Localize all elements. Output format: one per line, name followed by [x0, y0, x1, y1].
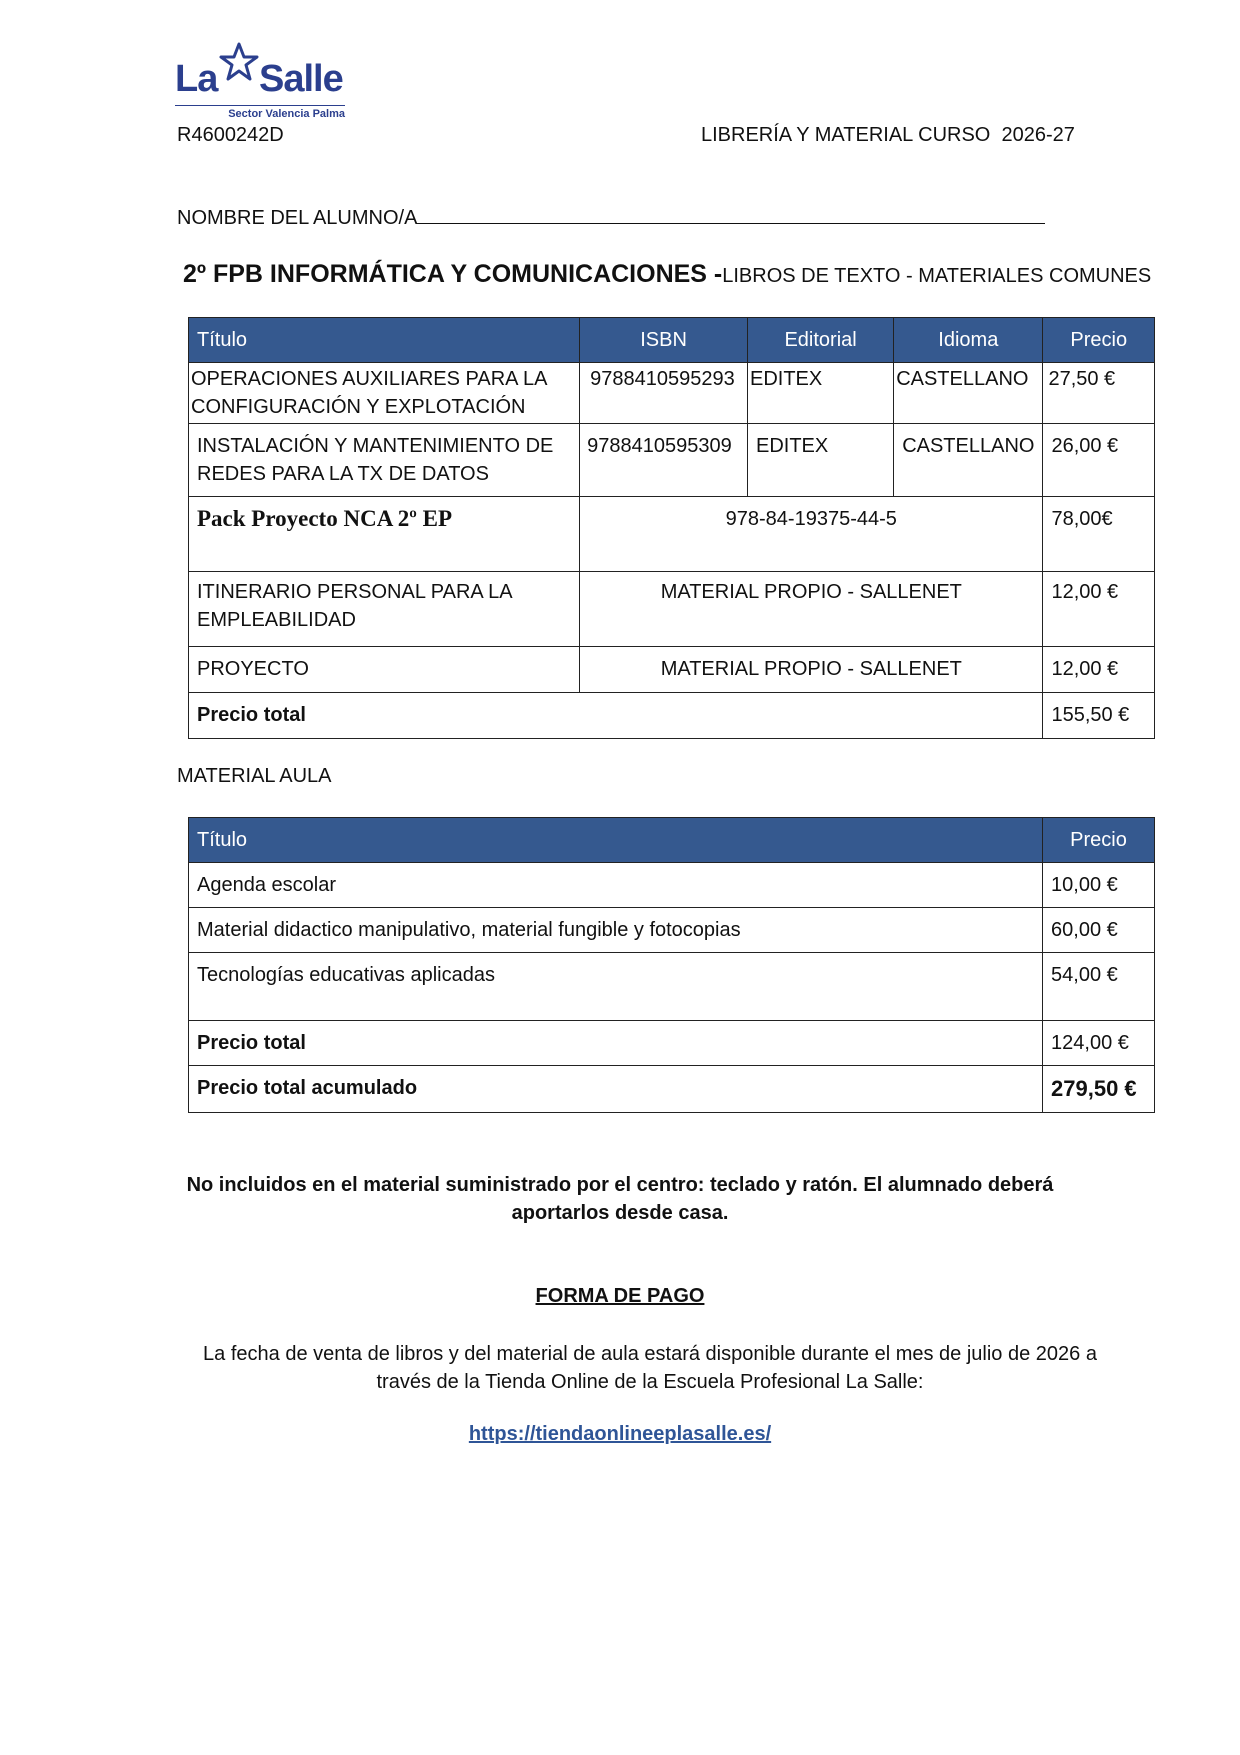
table-row — [189, 363, 1155, 424]
logo-text-salle: Salle — [259, 58, 343, 100]
payment-text: La fecha de venta de libros y del material de aula estará disponible durante el mes de julio de 2026 a través de la Tienda Online de la Escuela Profesional La Salle: — [203, 1343, 1097, 1393]
student-name-field — [177, 205, 1045, 230]
document-code: R4600242D — [177, 124, 284, 146]
table-row — [189, 424, 1155, 497]
store-link[interactable]: https://tiendaonlineeplasalle.es/ — [468, 1423, 772, 1445]
book-source: MATERIAL PROPIO - SALLENET — [580, 647, 1043, 693]
aula-item-price: 54,00 € — [1043, 953, 1155, 1021]
cumulative-total-price: 279,50 € — [1043, 1066, 1155, 1113]
aula-header-row — [189, 818, 1155, 863]
book-price: 26,00 € — [1043, 424, 1155, 497]
table-row — [189, 863, 1155, 908]
store-link-wrapper — [0, 1423, 1240, 1446]
header-isbn: ISBN — [580, 318, 748, 363]
book-title: PROYECTO — [189, 647, 580, 693]
header-language: Idioma — [894, 318, 1043, 363]
table-row — [189, 572, 1155, 647]
books-total-price: 155,50 € — [1043, 693, 1155, 739]
book-language: CASTELLANO — [894, 424, 1043, 497]
header-title: Título — [189, 318, 580, 363]
book-isbn: 9788410595293 — [580, 363, 748, 424]
logo-text-la: La — [175, 58, 218, 100]
books-table — [188, 317, 1155, 739]
document-title: LIBRERÍA Y MATERIAL CURSO 2026-27 — [701, 124, 1075, 146]
la-salle-logo — [175, 42, 345, 120]
aula-item-price: 10,00 € — [1043, 863, 1155, 908]
book-title: INSTALACIÓN Y MANTENIMIENTO DE REDES PARA LA TX DE DATOS — [189, 424, 580, 497]
student-name-label: NOMBRE DEL ALUMNO/A — [177, 207, 418, 229]
book-price: 27,50 € — [1043, 363, 1155, 424]
aula-table — [188, 817, 1155, 1113]
book-price: 12,00 € — [1043, 647, 1155, 693]
logo-sector: Sector Valencia Palma — [228, 108, 345, 120]
excluded-materials-note: No incluidos en el material suministrado por el centro: teclado y ratón. El alumnado deberá aportarlos desde casa. — [186, 1174, 1054, 1224]
aula-section-label: MATERIAL AULA — [177, 765, 332, 787]
aula-total-price: 124,00 € — [1043, 1021, 1155, 1066]
course-title: 2º FPB INFORMÁTICA Y COMUNICACIONES - — [183, 260, 723, 288]
course-heading — [183, 260, 1151, 289]
payment-heading-text: FORMA DE PAGO — [535, 1285, 705, 1307]
cumulative-total-row — [189, 1066, 1155, 1113]
student-name-line — [417, 205, 1045, 224]
books-header-row — [189, 318, 1155, 363]
book-editorial: EDITEX — [747, 424, 893, 497]
payment-heading — [0, 1285, 1240, 1308]
book-editorial: EDITEX — [747, 363, 893, 424]
book-isbn: 978-84-19375-44-5 — [580, 497, 1043, 572]
aula-item-title: Tecnologías educativas aplicadas — [189, 953, 1043, 1021]
aula-item-title: Agenda escolar — [189, 863, 1043, 908]
logo-rule — [175, 105, 345, 106]
books-total-row — [189, 693, 1155, 739]
book-price: 78,00€ — [1043, 497, 1155, 572]
book-isbn: 9788410595309 — [580, 424, 748, 497]
star-icon — [219, 42, 259, 82]
book-title: ITINERARIO PERSONAL PARA LA EMPLEABILIDAD — [189, 572, 580, 647]
header-price: Precio — [1043, 318, 1155, 363]
course-subtitle: LIBROS DE TEXTO - MATERIALES COMUNES — [722, 265, 1152, 287]
header-editorial: Editorial — [747, 318, 893, 363]
book-source: MATERIAL PROPIO - SALLENET — [580, 572, 1043, 647]
book-title: Pack Proyecto NCA 2º EP — [189, 497, 580, 572]
books-total-label: Precio total — [189, 693, 1043, 739]
aula-item-title: Material didactico manipulativo, material fungible y fotocopias — [189, 908, 1043, 953]
table-row — [189, 908, 1155, 953]
book-price: 12,00 € — [1043, 572, 1155, 647]
header-price: Precio — [1043, 818, 1155, 863]
book-language: CASTELLANO — [894, 363, 1043, 424]
header-title: Título — [189, 818, 1043, 863]
table-row — [189, 953, 1155, 1021]
aula-item-price: 60,00 € — [1043, 908, 1155, 953]
cumulative-total-label: Precio total acumulado — [189, 1066, 1043, 1113]
book-title: OPERACIONES AUXILIARES PARA LA CONFIGURACIÓN Y EXPLOTACIÓN — [189, 363, 580, 424]
table-row — [189, 647, 1155, 693]
table-row — [189, 497, 1155, 572]
aula-total-row — [189, 1021, 1155, 1066]
aula-total-label: Precio total — [189, 1021, 1043, 1066]
